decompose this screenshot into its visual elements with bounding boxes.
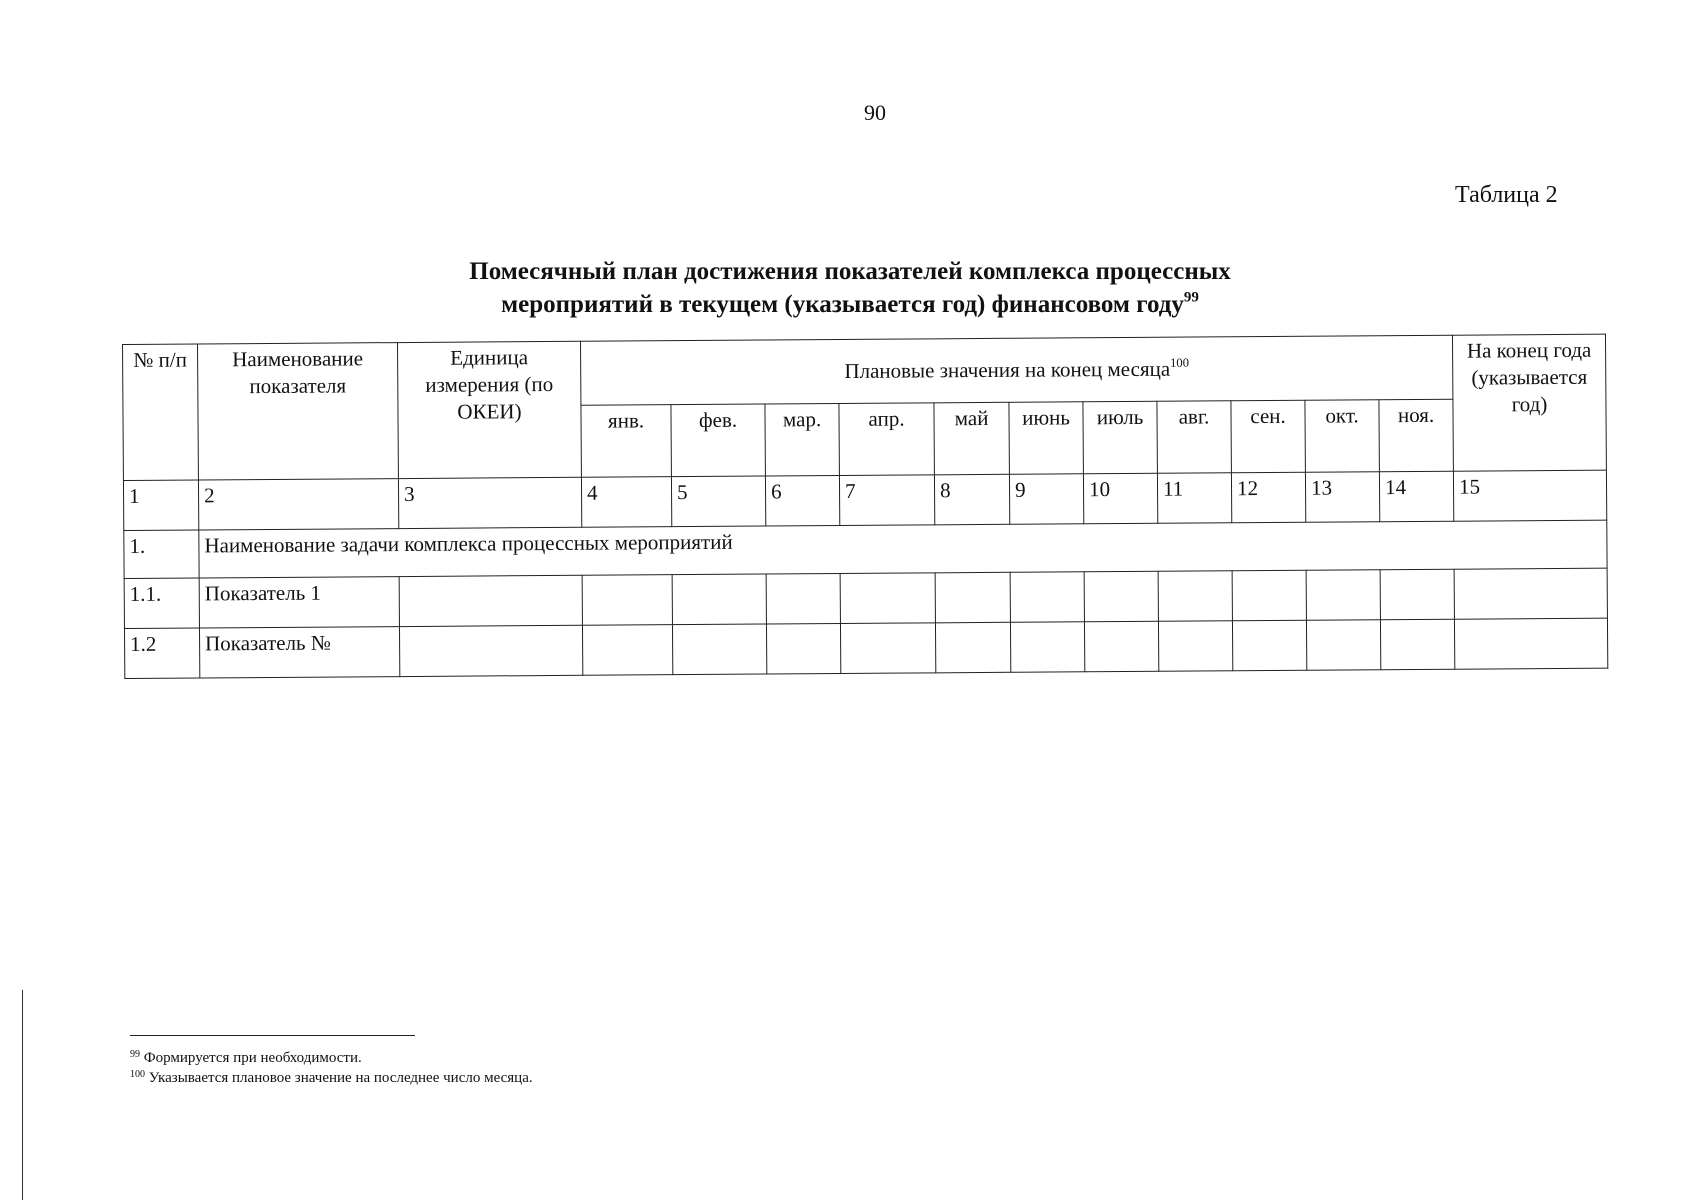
- month-apr: апр.: [839, 403, 935, 476]
- value-cell: [840, 623, 935, 674]
- header-year-end: На конец года (указывается год): [1453, 334, 1607, 471]
- month-aug: авг.: [1157, 401, 1232, 474]
- column-number: 15: [1453, 470, 1606, 521]
- indicator-unit-cell: [399, 625, 582, 676]
- value-cell: [672, 574, 766, 625]
- month-feb: фев.: [671, 404, 766, 477]
- footnote-99: [130, 1050, 362, 1067]
- value-cell: [1232, 620, 1306, 671]
- value-cell: [766, 623, 840, 674]
- value-cell: [582, 575, 672, 626]
- column-number: 12: [1231, 472, 1305, 523]
- table-title-line-2-text: мероприятий в текущем (указывается год) финансовом году: [501, 291, 1184, 318]
- task-number: 1.: [124, 530, 199, 579]
- title-footnote-mark: 99: [1183, 289, 1199, 306]
- month-jul: июль: [1083, 401, 1158, 474]
- scan-edge-line: [22, 990, 23, 1200]
- column-number: 14: [1379, 471, 1453, 522]
- value-cell: [1380, 569, 1454, 620]
- column-number: 6: [765, 475, 839, 526]
- footnote-separator: [130, 1035, 415, 1036]
- plan-footnote-mark: 100: [1170, 355, 1190, 370]
- footnote-mark: 99: [130, 1049, 140, 1060]
- footnote-100: [130, 1070, 533, 1087]
- task-label: Наименование задачи комплекса процессных мероприятий: [199, 520, 1607, 578]
- monthly-plan-table: [122, 334, 1608, 679]
- table-title-line-2: [350, 288, 1350, 321]
- table-caption: Таблица 2: [1455, 182, 1558, 208]
- footnote-mark: 100: [130, 1069, 145, 1080]
- value-cell: [935, 622, 1010, 673]
- value-cell: [840, 573, 935, 624]
- year-end-cell: [1454, 618, 1607, 669]
- value-cell: [582, 625, 672, 676]
- value-cell: [1010, 622, 1084, 673]
- value-cell: [766, 573, 840, 624]
- footnote-text: Формируется при необходимости.: [143, 1050, 362, 1066]
- column-number: 10: [1083, 473, 1157, 524]
- indicator-row: [124, 618, 1607, 678]
- month-jun: июнь: [1009, 402, 1084, 475]
- indicator-name: Показатель 1: [199, 577, 399, 628]
- header-row-1: [123, 334, 1606, 408]
- column-number: 3: [398, 477, 581, 528]
- value-cell: [672, 624, 766, 675]
- month-oct: окт.: [1305, 400, 1380, 473]
- column-number: 9: [1009, 474, 1083, 525]
- header-plan-values: [580, 335, 1452, 405]
- column-number: 7: [839, 475, 934, 526]
- month-nov: ноя.: [1379, 399, 1454, 472]
- table-title: [350, 255, 1350, 321]
- header-indicator-name: Наименование показателя: [198, 343, 399, 480]
- value-cell: [1306, 620, 1380, 671]
- indicator-name: Показатель №: [199, 627, 399, 678]
- month-sep: сен.: [1231, 400, 1306, 473]
- value-cell: [1232, 570, 1306, 621]
- value-cell: [1084, 621, 1158, 672]
- footnote-text: Указывается плановое значение на последнее число месяца.: [148, 1070, 533, 1086]
- indicator-number: 1.1.: [124, 578, 199, 629]
- indicator-unit-cell: [399, 575, 582, 626]
- header-no: № п/п: [123, 344, 199, 481]
- month-jan: янв.: [581, 405, 672, 478]
- column-number: 11: [1157, 473, 1231, 524]
- value-cell: [1158, 571, 1232, 622]
- value-cell: [1306, 570, 1380, 621]
- header-unit: Единица измерения (по ОКЕИ): [397, 341, 581, 478]
- indicator-number: 1.2: [124, 628, 199, 679]
- value-cell: [1084, 571, 1158, 622]
- value-cell: [935, 572, 1010, 623]
- month-may: май: [934, 402, 1010, 475]
- column-number: 2: [198, 479, 398, 530]
- year-end-cell: [1454, 568, 1607, 619]
- column-number: 8: [934, 474, 1009, 525]
- value-cell: [1158, 621, 1232, 672]
- column-number: 1: [123, 480, 198, 531]
- value-cell: [1010, 572, 1084, 623]
- column-number: 4: [581, 477, 671, 528]
- page-number: 90: [864, 100, 886, 125]
- month-mar: мар.: [765, 403, 840, 476]
- column-number: 5: [671, 476, 765, 527]
- column-number: 13: [1305, 472, 1379, 523]
- value-cell: [1380, 619, 1454, 670]
- header-plan-values-text: Плановые значения на конец месяца: [844, 356, 1171, 383]
- table-title-line-1: Помесячный план достижения показателей комплекса процессных: [469, 258, 1231, 285]
